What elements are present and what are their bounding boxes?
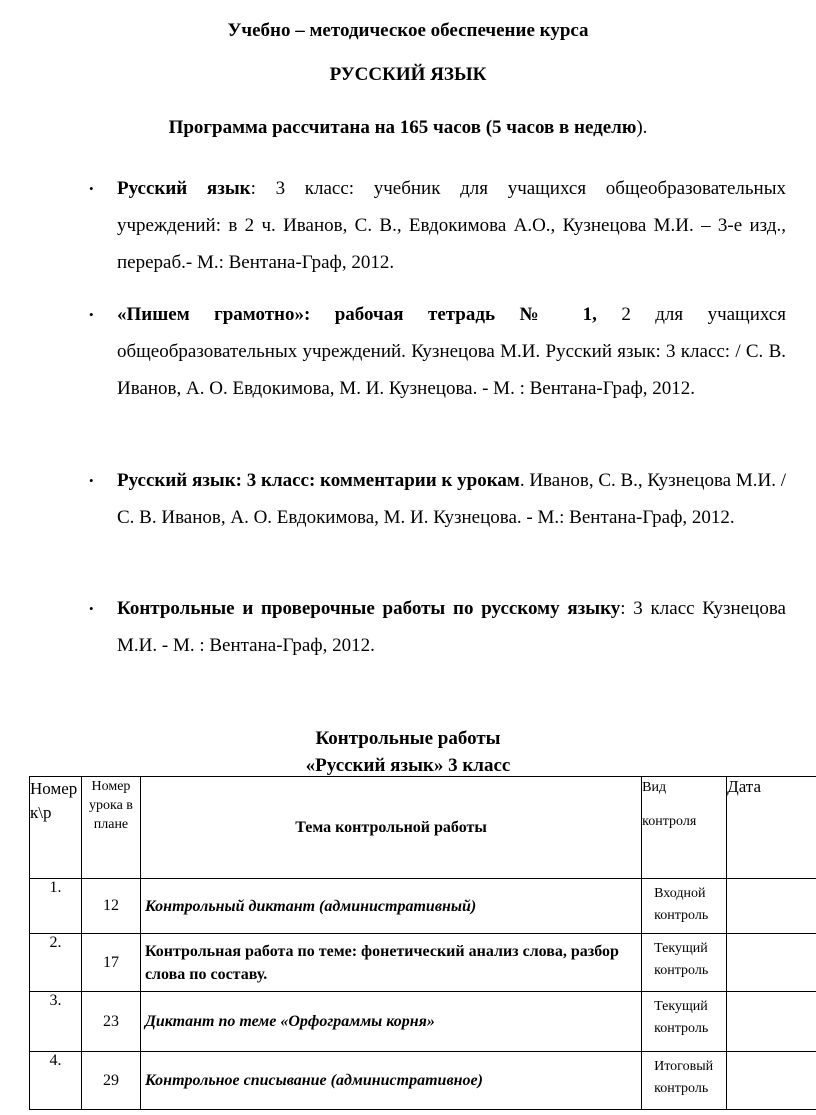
book-title: Русский язык: [117, 178, 251, 199]
row-number: 3.: [30, 992, 82, 1052]
table-row: [30, 992, 816, 1052]
header-vid-line2: контроля: [642, 814, 697, 829]
table-row: [30, 934, 816, 992]
book-description: . Иванов, С. В., Кузнецова М.И. / С. В. Иванов, А. О. Евдокимова, М. И. Кузнецова. - М.: Вентана-Граф, 2012.: [117, 470, 786, 528]
book-list-item: [89, 462, 786, 536]
doc-title-hours: [0, 117, 816, 139]
row-control-type: [642, 1052, 727, 1110]
row-topic: Контрольный диктант (административный): [140, 879, 641, 934]
row-control-line1: Итоговый: [654, 1059, 714, 1074]
row-lesson: 23: [81, 992, 140, 1052]
row-control-type: [642, 992, 727, 1052]
header-vid: [642, 777, 727, 879]
book-list-item: [89, 296, 786, 407]
row-date[interactable]: [727, 1052, 816, 1110]
bullet-icon: •: [89, 181, 94, 196]
tests-table: [29, 776, 816, 1110]
row-control-line1: Входной: [654, 886, 706, 901]
book-title: Контрольные и проверочные работы по русскому языку: [117, 598, 621, 619]
book-description: : 3 класс Кузнецова М.И. - М. : Вентана-Граф, 2012.: [117, 598, 786, 656]
bullet-icon: •: [89, 307, 94, 322]
row-control-type: [642, 934, 727, 992]
row-date[interactable]: [727, 992, 816, 1052]
header-date: Дата: [727, 777, 816, 879]
row-number: 2.: [30, 934, 82, 992]
book-title: «Пишем грамотно»: рабочая тетрадь № 1,: [117, 304, 597, 325]
row-control-line2: контроль: [654, 908, 709, 923]
hours-text-tail: ).: [636, 117, 648, 138]
header-vid-line1: Вид: [642, 780, 667, 795]
row-control-line2: контроль: [654, 963, 709, 978]
row-control-line2: контроль: [654, 1021, 709, 1036]
row-date[interactable]: [727, 934, 816, 992]
row-lesson: 17: [81, 934, 140, 992]
header-nomer: Номер к\р: [30, 777, 82, 879]
row-date[interactable]: [727, 879, 816, 934]
book-title: Русский язык: 3 класс: комментарии к урокам: [117, 470, 520, 491]
book-list-item: [89, 170, 786, 281]
book-description: 2 для учащихся общеобразовательных учреждений. Кузнецова М.И. Русский язык: 3 класс: / С. В. Иванов, А. О. Евдокимова, М. И. Кузнецова. - М. : Вентана-Граф, 2012.: [117, 304, 786, 399]
doc-title-subject: РУССКИЙ ЯЗЫК: [329, 64, 487, 85]
row-topic: Контрольная работа по теме: фонетический анализ слова, разбор слова по составу.: [140, 934, 641, 992]
row-control-type: [642, 879, 727, 934]
book-description: : 3 класс: учебник для учащихся общеобразовательных учреждений: в 2 ч. Иванов, С. В., Евдокимова А.О., Кузнецова М.И. – 3-е изд., перераб.- М.: Вентана-Граф, 2012.: [117, 178, 786, 273]
header-tema: Тема контрольной работы: [140, 777, 641, 879]
row-topic: Контрольное списывание (административное): [140, 1052, 641, 1110]
section-subtitle: «Русский язык» 3 класс: [305, 755, 511, 776]
row-control-line1: Текущий: [654, 999, 708, 1014]
table-row: [30, 1052, 816, 1110]
header-urok: Номер урока в плане: [81, 777, 140, 879]
row-control-line1: Текущий: [654, 941, 708, 956]
row-lesson: 29: [81, 1052, 140, 1110]
row-topic: Диктант по теме «Орфограммы корня»: [140, 992, 641, 1052]
row-control-line2: контроль: [654, 1081, 709, 1096]
section-title: Контрольные работы: [315, 728, 501, 749]
row-lesson: 12: [81, 879, 140, 934]
doc-title-line1: Учебно – методическое обеспечение курса: [227, 20, 589, 41]
hours-text: Программа рассчитана на 165 часов (5 часов в неделю: [168, 117, 637, 138]
table-row: [30, 879, 816, 934]
table-header-row: [30, 777, 816, 879]
bullet-icon: •: [89, 473, 94, 488]
book-list-item: [89, 590, 786, 664]
row-number: 4.: [30, 1052, 82, 1110]
row-number: 1.: [30, 879, 82, 934]
bullet-icon: •: [89, 601, 94, 616]
